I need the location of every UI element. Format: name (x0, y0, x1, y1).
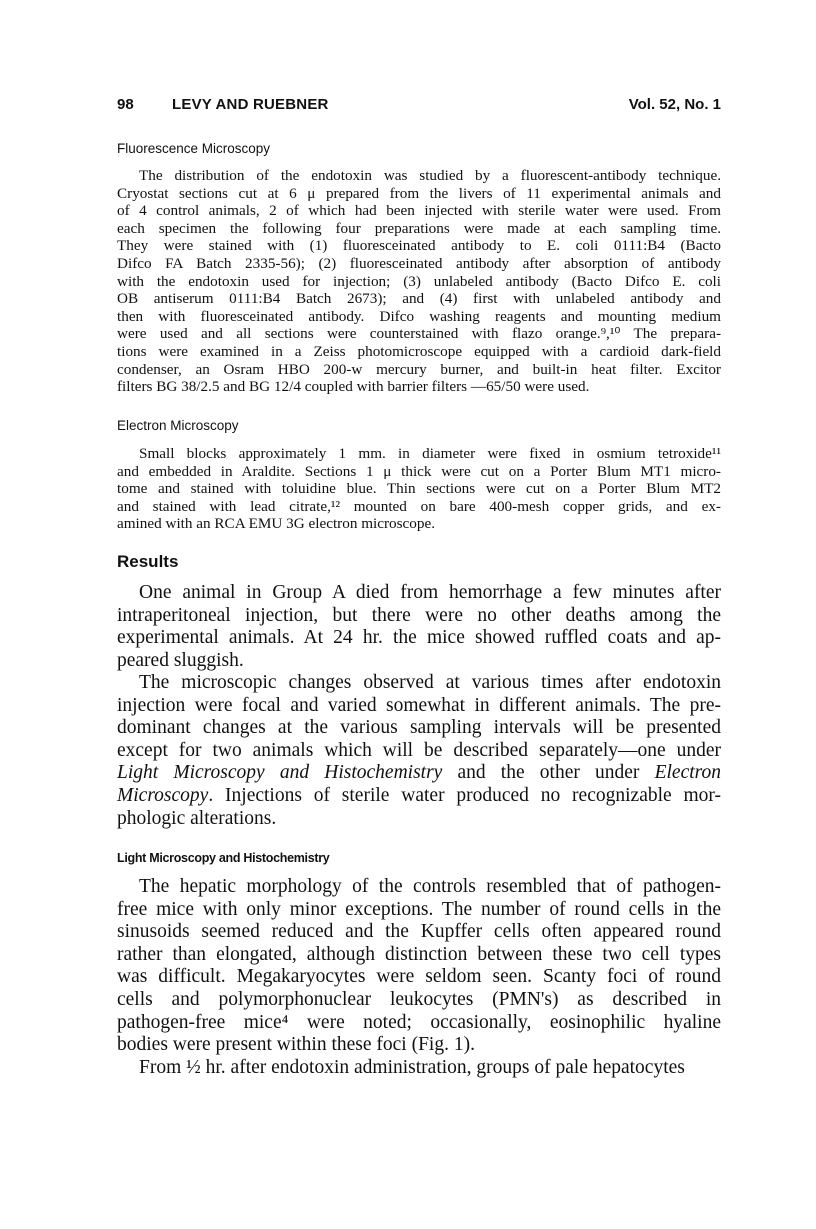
text-line: except for two animals which will be described separately—one under (117, 739, 721, 761)
text-line: The hepatic morphology of the controls resembled that of pathogen- (139, 876, 721, 897)
text-line: phologic alterations. (117, 807, 277, 829)
text-line: Difco FA Batch 2335-56); (2) fluoresceinated antibody after absorption of antibody (117, 254, 721, 272)
italic-ref-electron: Electron (654, 762, 722, 784)
text-line: Cryostat sections cut at 6 μ prepared from the livers of 11 experimental animals and (117, 184, 721, 202)
italic-ref-electron-2: Microscopy (117, 784, 209, 806)
text-line: OB antiserum 0111:B4 Batch 2673); and (4) first with unlabeled antibody and (117, 290, 721, 308)
results-paragraph-2 (117, 672, 721, 830)
text-line: tions were examined in a Zeiss photomicroscope equipped with a cardioid dark-field (117, 342, 721, 360)
light-paragraph-2 (117, 1057, 721, 1080)
text-line: and embedded in Araldite. Sections 1 μ thick were cut on a Porter Blum MT1 micro- (117, 462, 721, 480)
text-line: sinusoids seemed reduced and the Kupffer cells often appeared round (117, 921, 721, 943)
text-line: injection were focal and varied somewhat in different animals. The pre- (117, 694, 721, 716)
text-line: tome and stained with toluidine blue. Thin sections were cut on a Porter Blum MT2 (117, 480, 721, 498)
text-line: bodies were present within these foci (Fig. 1). (117, 1034, 475, 1056)
electron-paragraph (117, 445, 721, 533)
text-line: filters BG 38/2.5 and BG 12/4 coupled with barrier filters —65/50 were used. (117, 378, 590, 396)
text-line: condenser, an Osram HBO 200-w mercury burner, and built-in heat filter. Excitor (117, 360, 721, 378)
text-line: each specimen the following four preparations were made at each sampling time. (117, 219, 721, 237)
text-line: was difficult. Megakaryocytes were seldom seen. Scanty foci of round (117, 966, 721, 988)
page-number: 98 (117, 96, 134, 113)
volume-info: Vol. 52, No. 1 (628, 96, 721, 113)
text-line: From ½ hr. after endotoxin administration, groups of pale hepatocytes (139, 1057, 685, 1078)
text-line: and stained with lead citrate,¹² mounted on bare 400-mesh copper grids, and ex- (117, 497, 721, 515)
electron-heading: Electron Microscopy (117, 418, 239, 433)
journal-page (117, 96, 722, 1078)
text-line: then with fluoresceinated antibody. Difco washing reagents and mounting medium (117, 307, 721, 325)
text-line: cells and polymorphonuclear leukocytes (PMN's) as described in (117, 988, 721, 1010)
text-line: rather than elongated, although distinction between these two cell types (117, 943, 721, 965)
fluorescence-heading: Fluorescence Microscopy (117, 141, 271, 156)
light-microscopy-heading: Light Microscopy and Histochemistry (117, 851, 330, 865)
light-paragraph-1 (117, 876, 721, 1057)
text-line: peared sluggish. (117, 649, 244, 671)
text-line: pathogen-free mice⁴ were noted; occasionally, eosinophilic hyaline (117, 1011, 721, 1033)
text-line: dominant changes at the various sampling intervals will be presented (117, 717, 721, 739)
text-line: intraperitoneal injection, but there were no other deaths among the (117, 604, 721, 626)
text-line: The microscopic changes observed at various times after endotoxin (139, 672, 721, 693)
text-line: Small blocks approximately 1 mm. in diameter were fixed in osmium tetroxide¹¹ (139, 445, 721, 462)
text-line: Microscopy. Injections of sterile water produced no recognizable mor- (117, 784, 721, 806)
text-line: with the endotoxin used for injection; (3) unlabeled antibody (Bacto Difco E. coli (117, 272, 721, 290)
text-line: free mice with only minor exceptions. The number of round cells in the (117, 898, 721, 920)
running-header (117, 96, 721, 118)
text-line: experimental animals. At 24 hr. the mice showed ruffled coats and ap- (117, 627, 721, 649)
text-line: of 4 control animals, 2 of which had been injected with sterile water were used. From (117, 202, 721, 220)
running-authors: LEVY AND RUEBNER (172, 96, 329, 113)
text-line: Light Microscopy and Histochemistry and the other under Electron (117, 762, 722, 784)
text-line: They were stained with (1) fluoresceinated antibody to E. coli 0111:B4 (Bacto (117, 237, 721, 255)
results-paragraph-1 (117, 582, 721, 672)
text-line: The distribution of the endotoxin was studied by a fluorescent-antibody technique. (139, 167, 721, 184)
text-line: One animal in Group A died from hemorrhage a few minutes after (139, 582, 721, 603)
text-line: amined with an RCA EMU 3G electron microscope. (117, 515, 436, 533)
italic-ref-light: Light Microscopy and Histochemistry (117, 762, 443, 784)
results-heading: Results (117, 552, 179, 571)
fluorescence-paragraph (117, 167, 721, 396)
text-line: were used and all sections were counterstained with flazo orange.⁹,¹⁰ The prepara- (117, 325, 721, 343)
